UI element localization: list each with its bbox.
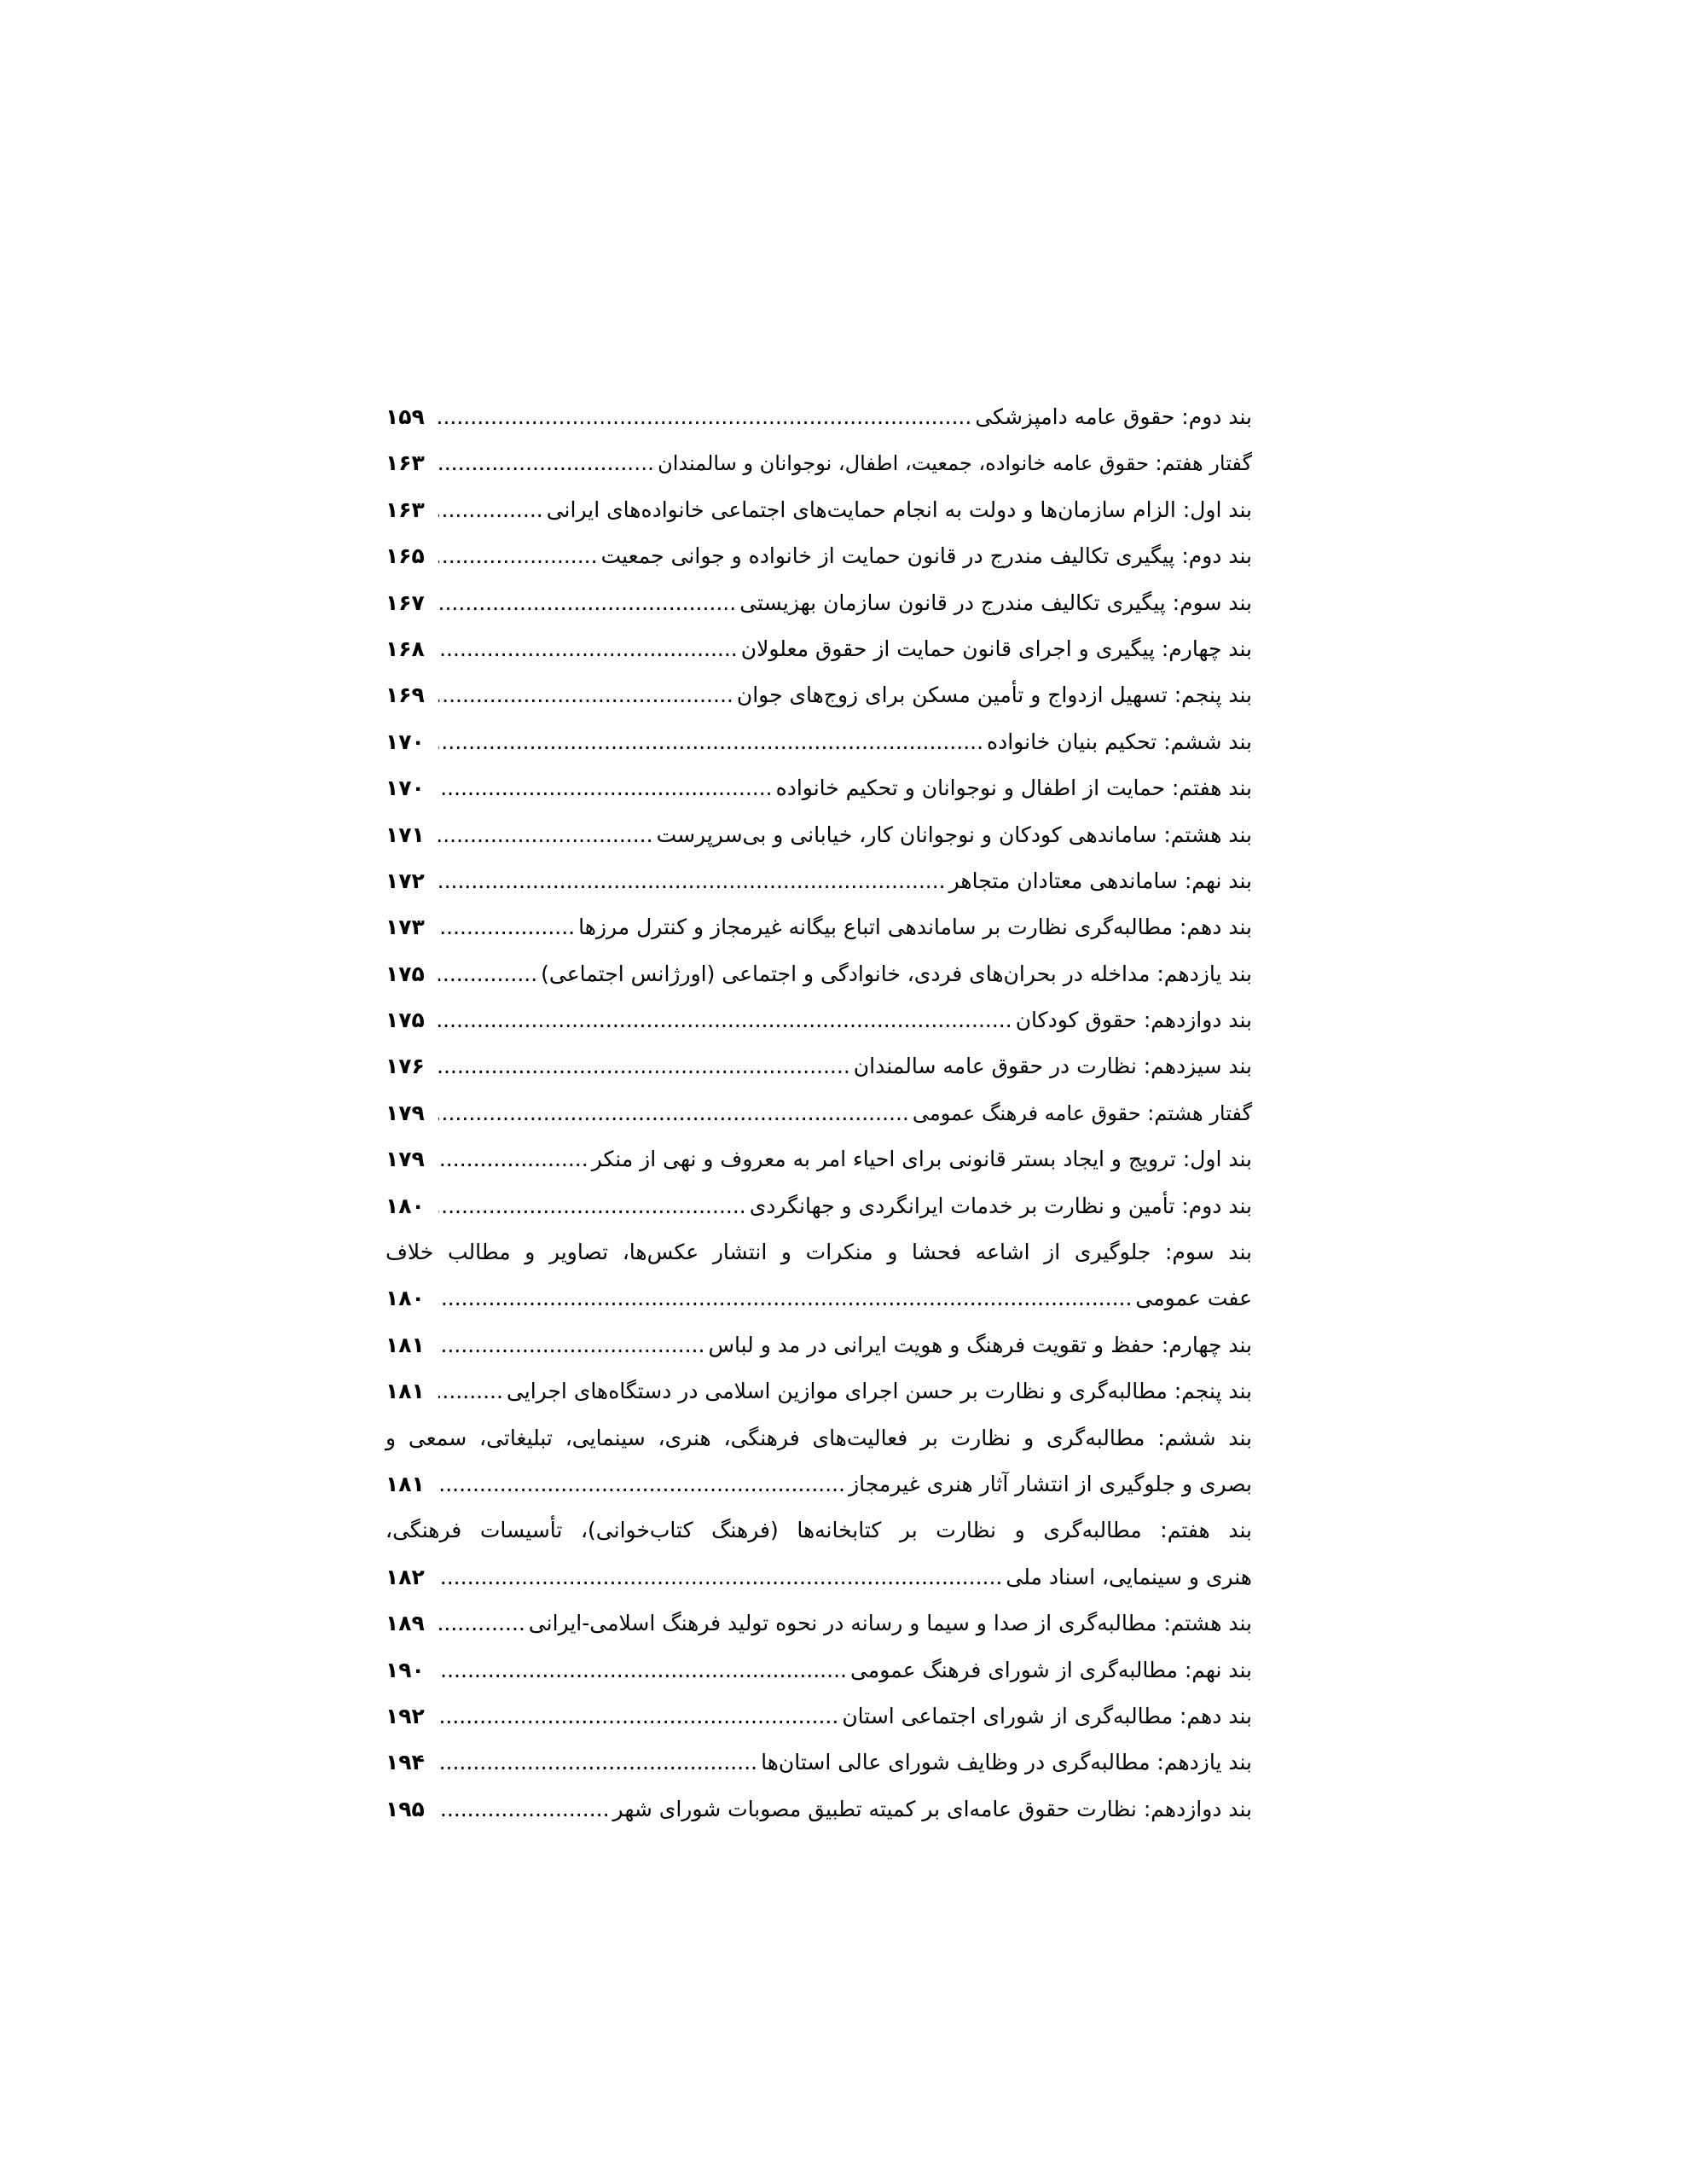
toc-page-number: ۱۷۰ xyxy=(386,729,425,754)
dot-leader xyxy=(438,812,653,858)
dot-leader xyxy=(438,997,1012,1043)
toc-entry-title: بند هفتم: حمایت از اطفال و نوجوانان و تحکیم خانواده xyxy=(775,775,1252,801)
toc-entry-title: بند دوازدهم: حقوق کودکان xyxy=(1015,1008,1252,1033)
toc-entry-title: بند دوم: حقوق عامه دامپزشکی xyxy=(975,404,1252,429)
toc-entry-row xyxy=(386,1600,1252,1647)
dot-leader xyxy=(438,533,598,579)
toc-entry-row xyxy=(386,533,1252,579)
dot-leader xyxy=(438,1600,525,1647)
toc-entry-title: بند دهم: مطالبه‌گری نظارت بر ساماندهی اتباع بیگانه غیرمجاز و کنترل مرزها xyxy=(578,915,1252,940)
toc-entry-row xyxy=(386,1461,1252,1507)
toc-entry-title: بند دوازدهم: نظارت حقوق عامه‌ای بر کمیته تطبیق مصوبات شورای شهر xyxy=(612,1796,1252,1821)
dot-leader xyxy=(438,1368,503,1414)
toc-page-number: ۱۶۵ xyxy=(386,543,425,569)
dot-leader xyxy=(438,394,971,440)
toc-chapter-row xyxy=(386,440,1252,486)
toc-entry-row xyxy=(386,904,1252,950)
toc-entry-row xyxy=(386,1554,1252,1600)
toc-entry-row xyxy=(386,1507,1252,1554)
toc-entry-title: بند سوم: جلوگیری از اشاعه فحشا و منکرات و انتشار عکس‌ها، تصاویر و مطالب خلاف xyxy=(386,1240,1252,1265)
dot-leader xyxy=(438,1322,704,1368)
toc-entry-row xyxy=(386,1647,1252,1693)
toc-chapter-row xyxy=(386,1090,1252,1136)
toc-page-number: ۱۷۲ xyxy=(386,868,425,893)
toc-page-number: ۱۶۷ xyxy=(386,590,425,615)
toc-page-number: ۱۹۵ xyxy=(386,1796,425,1821)
toc-entry-title: بند هشتم: ساماندهی کودکان و نوجوانان کار، خیابانی و بی‌سرپرست xyxy=(656,822,1252,847)
toc-entry-row xyxy=(386,1136,1252,1182)
toc-entry-row xyxy=(386,812,1252,858)
toc-entry-row xyxy=(386,1415,1252,1461)
dot-leader xyxy=(438,1786,610,1833)
toc-page-number: ۱۷۰ xyxy=(386,775,425,801)
toc-entry-title: بند چهارم: حفظ و تقویت فرهنگ و هویت ایرانی در مد و لباس xyxy=(708,1332,1252,1357)
dot-leader xyxy=(438,1693,838,1740)
dot-leader xyxy=(438,951,537,997)
toc-entry-row xyxy=(386,1275,1252,1321)
toc-page-number: ۱۹۴ xyxy=(386,1750,425,1775)
toc-entry-title: بند سیزدهم: نظارت در حقوق عامه سالمندان xyxy=(853,1054,1252,1079)
toc-entry-row xyxy=(386,858,1252,904)
toc-entry-title: بند دهم: مطالبه‌گری از شورای اجتماعی استان xyxy=(842,1703,1252,1728)
toc-page-number: ۱۶۳ xyxy=(386,450,425,476)
toc-entry-title: بند ششم: تحکیم بنیان خانواده xyxy=(987,729,1252,754)
toc-page-number: ۱۷۶ xyxy=(386,1054,425,1079)
dot-leader xyxy=(438,858,946,904)
toc-page-number: ۱۵۹ xyxy=(386,404,425,429)
toc-entry-row xyxy=(386,997,1252,1043)
toc-entry-title: بند اول: الزام سازمان‌ها و دولت به انجام حمایت‌های اجتماعی خانواده‌های ایرانی xyxy=(546,497,1252,522)
toc-entry-title: بند اول: ترویج و ایجاد بستر قانونی برای احیاء امر به معروف و نهی از منکر xyxy=(591,1147,1252,1172)
dot-leader xyxy=(438,672,733,718)
dot-leader xyxy=(438,626,738,672)
toc-page-number: ۱۷۵ xyxy=(386,961,425,986)
dot-leader xyxy=(438,1554,1002,1600)
toc-entry-title: بند پنجم: مطالبه‌گری و نظارت بر حسن اجرای موازین اسلامی در دستگاه‌های اجرایی xyxy=(506,1379,1252,1404)
toc-entry-title: گفتار هشتم: حقوق عامه فرهنگ عمومی xyxy=(912,1101,1252,1125)
toc-entry-title: عفت عمومی xyxy=(1135,1286,1252,1311)
dot-leader xyxy=(438,1275,1132,1321)
toc-page-number: ۱۶۳ xyxy=(386,497,425,522)
dot-leader xyxy=(438,1740,757,1786)
toc-entry-title: بند نهم: ساماندهی معتادان متجاهر xyxy=(948,868,1252,893)
toc-page-number: ۱۸۱ xyxy=(386,1471,425,1496)
toc-page-number: ۱۸۰ xyxy=(386,1193,425,1218)
toc-entry-row xyxy=(386,580,1252,626)
toc-entry-row xyxy=(386,951,1252,997)
toc-entry-title: بصری و جلوگیری از انتشار آثار هنری غیرمجاز xyxy=(849,1471,1252,1496)
toc-page-number: ۱۷۳ xyxy=(386,915,425,940)
toc-page-number: ۱۸۲ xyxy=(386,1564,425,1589)
toc-entry-title: بند پنجم: تسهیل ازدواج و تأمین مسکن برای زوج‌های جوان xyxy=(736,682,1252,708)
toc-entry-title: بند یازدهم: مطالبه‌گری در وظایف شورای عالی استان‌ها xyxy=(761,1750,1252,1775)
toc-entry-title: بند دوم: پیگیری تکالیف مندرج در قانون حمایت از خانواده و جوانی جمعیت xyxy=(600,543,1252,569)
toc-entry-row xyxy=(386,672,1252,718)
dot-leader xyxy=(438,1043,850,1089)
toc-entry-row xyxy=(386,1043,1252,1089)
table-of-contents xyxy=(386,394,1252,1833)
toc-page-number: ۱۷۱ xyxy=(386,822,425,847)
toc-entry-row xyxy=(386,765,1252,811)
toc-entry-title: بند دوم: تأمین و نظارت بر خدمات ایرانگردی و جهانگردی xyxy=(749,1193,1252,1218)
toc-entry-title: بند هشتم: مطالبه‌گری از صدا و سیما و رسانه در نحوه تولید فرهنگ اسلامی-ایرانی xyxy=(528,1611,1252,1636)
toc-entry-title: گفتار هفتم: حقوق عامه خانواده، جمعیت، اطفال، نوجوانان و سالمندان xyxy=(658,451,1252,476)
toc-entry-title: بند یازدهم: مداخله در بحران‌های فردی، خانوادگی و اجتماعی (اورژانس اجتماعی) xyxy=(541,961,1252,986)
toc-entry-title: بند هفتم: مطالبه‌گری و نظارت بر کتابخانه‌ها (فرهنگ کتاب‌خوانی)، تأسیسات فرهنگی، xyxy=(386,1518,1252,1543)
toc-entry-title: هنری و سینمایی، اسناد ملی xyxy=(1006,1564,1252,1589)
dot-leader xyxy=(438,904,575,950)
toc-entry-row xyxy=(386,1740,1252,1786)
toc-page-number: ۱۷۵ xyxy=(386,1008,425,1033)
toc-page-number: ۱۸۱ xyxy=(386,1332,425,1357)
toc-page-number: ۱۸۱ xyxy=(386,1379,425,1404)
dot-leader xyxy=(438,487,543,533)
toc-entry-title: بند سوم: پیگیری تکالیف مندرج در قانون سازمان بهزیستی xyxy=(739,590,1252,615)
toc-entry-row xyxy=(386,1786,1252,1833)
dot-leader xyxy=(438,440,654,486)
toc-page-number: ۱۸۹ xyxy=(386,1611,425,1636)
toc-entry-row xyxy=(386,1322,1252,1368)
dot-leader xyxy=(438,719,983,765)
toc-page-number: ۱۶۸ xyxy=(386,636,425,661)
toc-page-number: ۱۹۰ xyxy=(386,1657,425,1682)
toc-page-number: ۱۷۹ xyxy=(386,1147,425,1172)
toc-entry-title: بند چهارم: پیگیری و اجرای قانون حمایت از حقوق معلولان xyxy=(740,636,1252,661)
toc-entry-title: بند ششم: مطالبه‌گری و نظارت بر فعالیت‌های فرهنگی، هنری، سینمایی، تبلیغاتی، سمعی و xyxy=(386,1425,1252,1450)
toc-entry-row xyxy=(386,487,1252,533)
toc-page-number: ۱۶۹ xyxy=(386,682,425,708)
toc-page-number: ۱۹۲ xyxy=(386,1703,425,1728)
toc-entry-row xyxy=(386,719,1252,765)
toc-page-number: ۱۸۰ xyxy=(386,1286,425,1311)
dot-leader xyxy=(438,1461,845,1507)
dot-leader xyxy=(438,1647,847,1693)
toc-entry-title: بند نهم: مطالبه‌گری از شورای فرهنگ عمومی xyxy=(849,1657,1252,1682)
toc-entry-row xyxy=(386,394,1252,440)
toc-page-number: ۱۷۹ xyxy=(386,1100,425,1125)
dot-leader xyxy=(438,1183,746,1229)
dot-leader xyxy=(438,1136,588,1182)
toc-entry-row xyxy=(386,1693,1252,1740)
toc-entry-row xyxy=(386,1368,1252,1414)
toc-entry-row xyxy=(386,626,1252,672)
dot-leader xyxy=(438,1090,909,1136)
toc-entry-row xyxy=(386,1183,1252,1229)
toc-entry-row xyxy=(386,1229,1252,1275)
dot-leader xyxy=(438,765,773,811)
dot-leader xyxy=(438,580,736,626)
